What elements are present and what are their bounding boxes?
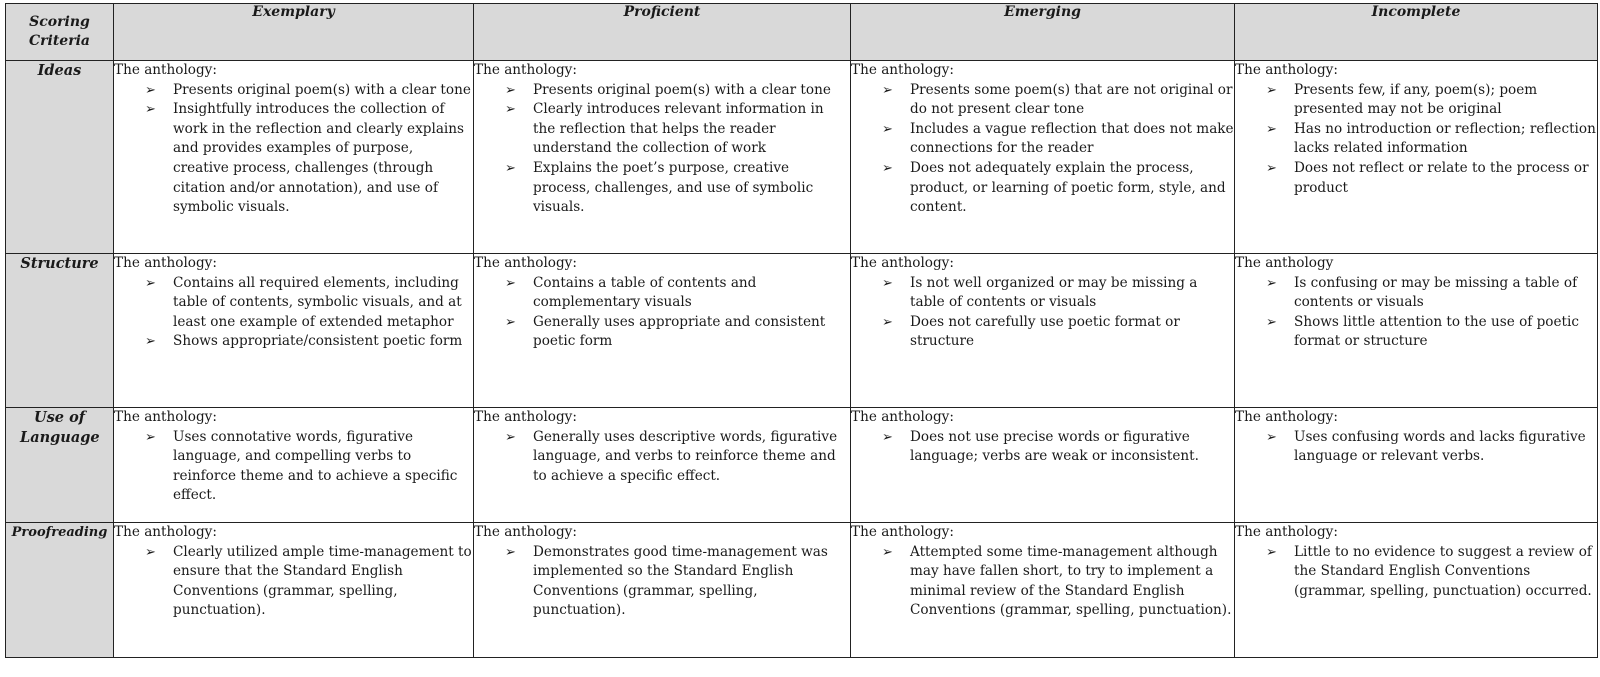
arrowhead-bullet-icon: ➢	[505, 160, 516, 176]
arrowhead-bullet-icon: ➢	[145, 429, 156, 445]
cell-lead-text: The anthology:	[474, 62, 577, 78]
criterion-row-proofreading	[6, 523, 1598, 658]
arrowhead-bullet-icon: ➢	[882, 160, 893, 176]
criteria-point	[1266, 159, 1597, 198]
criteria-point-list	[474, 274, 850, 352]
criteria-point	[1266, 120, 1597, 159]
rubric-cell-incomplete	[1235, 523, 1598, 658]
criteria-point	[882, 120, 1234, 159]
rubric-cell-incomplete	[1235, 61, 1598, 254]
criteria-point	[882, 543, 1234, 621]
criteria-point-list	[114, 543, 473, 621]
arrowhead-bullet-icon: ➢	[505, 275, 516, 291]
arrowhead-bullet-icon: ➢	[1266, 544, 1277, 560]
rubric-cell-exemplary	[114, 61, 474, 254]
arrowhead-bullet-icon: ➢	[1266, 121, 1277, 137]
level-header-exemplary: Exemplary	[114, 4, 474, 61]
rubric-cell-proficient	[474, 254, 851, 408]
arrowhead-bullet-icon: ➢	[882, 275, 893, 291]
arrowhead-bullet-icon: ➢	[505, 82, 516, 98]
criteria-point	[145, 332, 473, 352]
criteria-point-list	[851, 274, 1234, 352]
cell-lead-text: The anthology:	[1235, 62, 1338, 78]
criterion-label: Proofreading	[6, 523, 114, 658]
arrowhead-bullet-icon: ➢	[145, 102, 156, 118]
rubric-table	[5, 3, 1598, 658]
criteria-point	[1266, 274, 1597, 313]
criterion-label: Ideas	[6, 61, 114, 254]
criteria-point-text: Explains the poet’s purpose, creative process, challenges, and use of symbolic visuals.	[533, 159, 814, 216]
arrowhead-bullet-icon: ➢	[145, 275, 156, 291]
criteria-point	[145, 81, 473, 101]
criteria-point-list	[1235, 543, 1597, 602]
criteria-point	[145, 543, 473, 621]
criteria-point-text: Clearly utilized ample time-management to ensure that the Standard English Conventions (grammar, spelling, punctuation).	[173, 543, 472, 619]
criteria-point-text: Generally uses appropriate and consistent poetic form	[533, 313, 826, 350]
cell-lead-text: The anthology:	[1235, 524, 1338, 540]
criteria-point	[505, 428, 850, 487]
arrowhead-bullet-icon: ➢	[505, 544, 516, 560]
arrowhead-bullet-icon: ➢	[882, 429, 893, 445]
arrowhead-bullet-icon: ➢	[1266, 160, 1277, 176]
criteria-point-list	[474, 543, 850, 621]
criterion-label: Structure	[6, 254, 114, 408]
criteria-point	[882, 274, 1234, 313]
criteria-point-list	[114, 274, 473, 352]
criteria-point	[145, 100, 473, 218]
arrowhead-bullet-icon: ➢	[505, 314, 516, 330]
criteria-point-list	[851, 543, 1234, 621]
cell-lead-text: The anthology:	[114, 524, 217, 540]
arrowhead-bullet-icon: ➢	[1266, 82, 1277, 98]
rubric-cell-proficient	[474, 408, 851, 523]
arrowhead-bullet-icon: ➢	[145, 82, 156, 98]
cell-lead-text: The anthology:	[851, 524, 954, 540]
rubric-cell-proficient	[474, 523, 851, 658]
arrowhead-bullet-icon: ➢	[882, 314, 893, 330]
arrowhead-bullet-icon: ➢	[145, 334, 156, 350]
criteria-point-text: Generally uses descriptive words, figurative language, and verbs to reinforce theme and to achieve a specific effect.	[533, 428, 838, 484]
criteria-point	[505, 100, 850, 159]
criteria-point-list	[114, 81, 473, 218]
criteria-point	[882, 159, 1234, 218]
header-row	[6, 4, 1598, 61]
rubric-cell-exemplary	[114, 254, 474, 408]
arrowhead-bullet-icon: ➢	[882, 82, 893, 98]
criteria-point	[882, 313, 1234, 352]
criteria-point-list	[1235, 274, 1597, 352]
criteria-point	[505, 159, 850, 218]
cell-lead-text: The anthology:	[114, 255, 217, 271]
criteria-point-text: Is not well organized or may be missing a table of contents or visuals	[910, 274, 1198, 311]
rubric-cell-incomplete	[1235, 408, 1598, 523]
cell-lead-text: The anthology:	[114, 62, 217, 78]
criteria-point-text: Presents original poem(s) with a clear tone	[533, 81, 831, 98]
criterion-label: Use of Language	[6, 408, 114, 523]
criteria-point-text: Clearly introduces relevant information in the reflection that helps the reader understand the collection of work	[533, 101, 824, 157]
criteria-point-list	[114, 428, 473, 506]
criteria-point-list	[474, 428, 850, 487]
rubric-cell-exemplary	[114, 408, 474, 523]
criteria-point	[505, 81, 850, 101]
criteria-point-text: Has no introduction or reflection; reflection lacks related information	[1294, 120, 1596, 157]
criteria-point-text: Does not adequately explain the process, product, or learning of poetic form, style, and content.	[910, 159, 1226, 216]
cell-lead-text: The anthology:	[474, 255, 577, 271]
criteria-point-text: Presents few, if any, poem(s); poem presented may not be original	[1294, 81, 1538, 118]
rubric-cell-emerging	[851, 254, 1235, 408]
criterion-row-ideas	[6, 61, 1598, 254]
rubric-cell-proficient	[474, 61, 851, 254]
criteria-point-text: Includes a vague reflection that does not make connections for the reader	[910, 120, 1234, 157]
arrowhead-bullet-icon: ➢	[1266, 314, 1277, 330]
rubric-cell-incomplete	[1235, 254, 1598, 408]
criteria-point-list	[1235, 428, 1597, 467]
criteria-point	[505, 313, 850, 352]
criteria-point-list	[474, 81, 850, 218]
rubric-cell-exemplary	[114, 523, 474, 658]
cell-lead-text: The anthology:	[851, 409, 954, 425]
criterion-row-use-of-language	[6, 408, 1598, 523]
criteria-point-text: Uses confusing words and lacks figurative language or relevant verbs.	[1294, 428, 1586, 465]
criteria-point-text: Attempted some time-management although may have fallen short, to try to implement a minimal review of the Standard English Conventions (grammar, spelling, punctuation).	[910, 543, 1232, 619]
criteria-point-list	[1235, 81, 1597, 199]
criteria-point-text: Shows appropriate/consistent poetic form	[173, 333, 463, 350]
criteria-point-text: Is confusing or may be missing a table of contents or visuals	[1294, 274, 1578, 311]
criteria-point-text: Presents original poem(s) with a clear tone	[173, 81, 471, 98]
criteria-point-text: Uses connotative words, figurative language, and compelling verbs to reinforce theme and to achieve a specific effect.	[173, 428, 458, 504]
cell-lead-text: The anthology:	[474, 409, 577, 425]
cell-lead-text: The anthology:	[851, 255, 954, 271]
criteria-point-text: Contains all required elements, including table of contents, symbolic visuals, and at least one example of extended metaphor	[173, 274, 462, 330]
criteria-point-text: Little to no evidence to suggest a review of the Standard English Conventions (grammar, spelling, punctuation) occurred.	[1294, 543, 1592, 599]
cell-lead-text: The anthology:	[1235, 409, 1338, 425]
criteria-point-text: Does not carefully use poetic format or structure	[910, 313, 1180, 350]
criteria-point	[145, 428, 473, 506]
criteria-point-text: Does not use precise words or figurative language; verbs are weak or inconsistent.	[910, 428, 1199, 465]
level-header-proficient: Proficient	[474, 4, 851, 61]
criteria-point	[1266, 428, 1597, 467]
criteria-point	[145, 274, 473, 333]
arrowhead-bullet-icon: ➢	[1266, 275, 1277, 291]
rubric-cell-emerging	[851, 408, 1235, 523]
arrowhead-bullet-icon: ➢	[882, 544, 893, 560]
scoring-criteria-line-1: Scoring	[29, 14, 90, 30]
scoring-criteria-line-2: Criteria	[29, 33, 90, 49]
level-header-incomplete: Incomplete	[1235, 4, 1598, 61]
criteria-point-text: Contains a table of contents and complementary visuals	[533, 274, 757, 311]
criteria-point	[882, 428, 1234, 467]
cell-lead-text: The anthology	[1235, 255, 1334, 271]
cell-lead-text: The anthology:	[114, 409, 217, 425]
rubric-cell-emerging	[851, 61, 1235, 254]
criteria-point-text: Does not reflect or relate to the process or product	[1294, 159, 1589, 196]
criteria-point	[505, 543, 850, 621]
criteria-point-text: Presents some poem(s) that are not original or do not present clear tone	[910, 81, 1233, 118]
arrowhead-bullet-icon: ➢	[882, 121, 893, 137]
criteria-point-list	[851, 428, 1234, 467]
scoring-criteria-header	[6, 4, 114, 61]
arrowhead-bullet-icon: ➢	[505, 429, 516, 445]
criteria-point	[1266, 543, 1597, 602]
level-header-emerging: Emerging	[851, 4, 1235, 61]
criteria-point-list	[851, 81, 1234, 218]
arrowhead-bullet-icon: ➢	[505, 102, 516, 118]
criteria-point-text: Demonstrates good time-management was implemented so the Standard English Conventions (grammar, spelling, punctuation).	[533, 543, 828, 619]
criteria-point-text: Shows little attention to the use of poetic format or structure	[1294, 313, 1579, 350]
criteria-point	[882, 81, 1234, 120]
criteria-point	[1266, 81, 1597, 120]
cell-lead-text: The anthology:	[474, 524, 577, 540]
criterion-row-structure	[6, 254, 1598, 408]
arrowhead-bullet-icon: ➢	[1266, 429, 1277, 445]
rubric-cell-emerging	[851, 523, 1235, 658]
cell-lead-text: The anthology:	[851, 62, 954, 78]
arrowhead-bullet-icon: ➢	[145, 544, 156, 560]
criteria-point	[505, 274, 850, 313]
criteria-point	[1266, 313, 1597, 352]
criteria-point-text: Insightfully introduces the collection of work in the reflection and clearly explains and provides examples of purpose, creative process, challenges (through citation and/or annotation), and use of symbolic visuals.	[173, 101, 465, 216]
